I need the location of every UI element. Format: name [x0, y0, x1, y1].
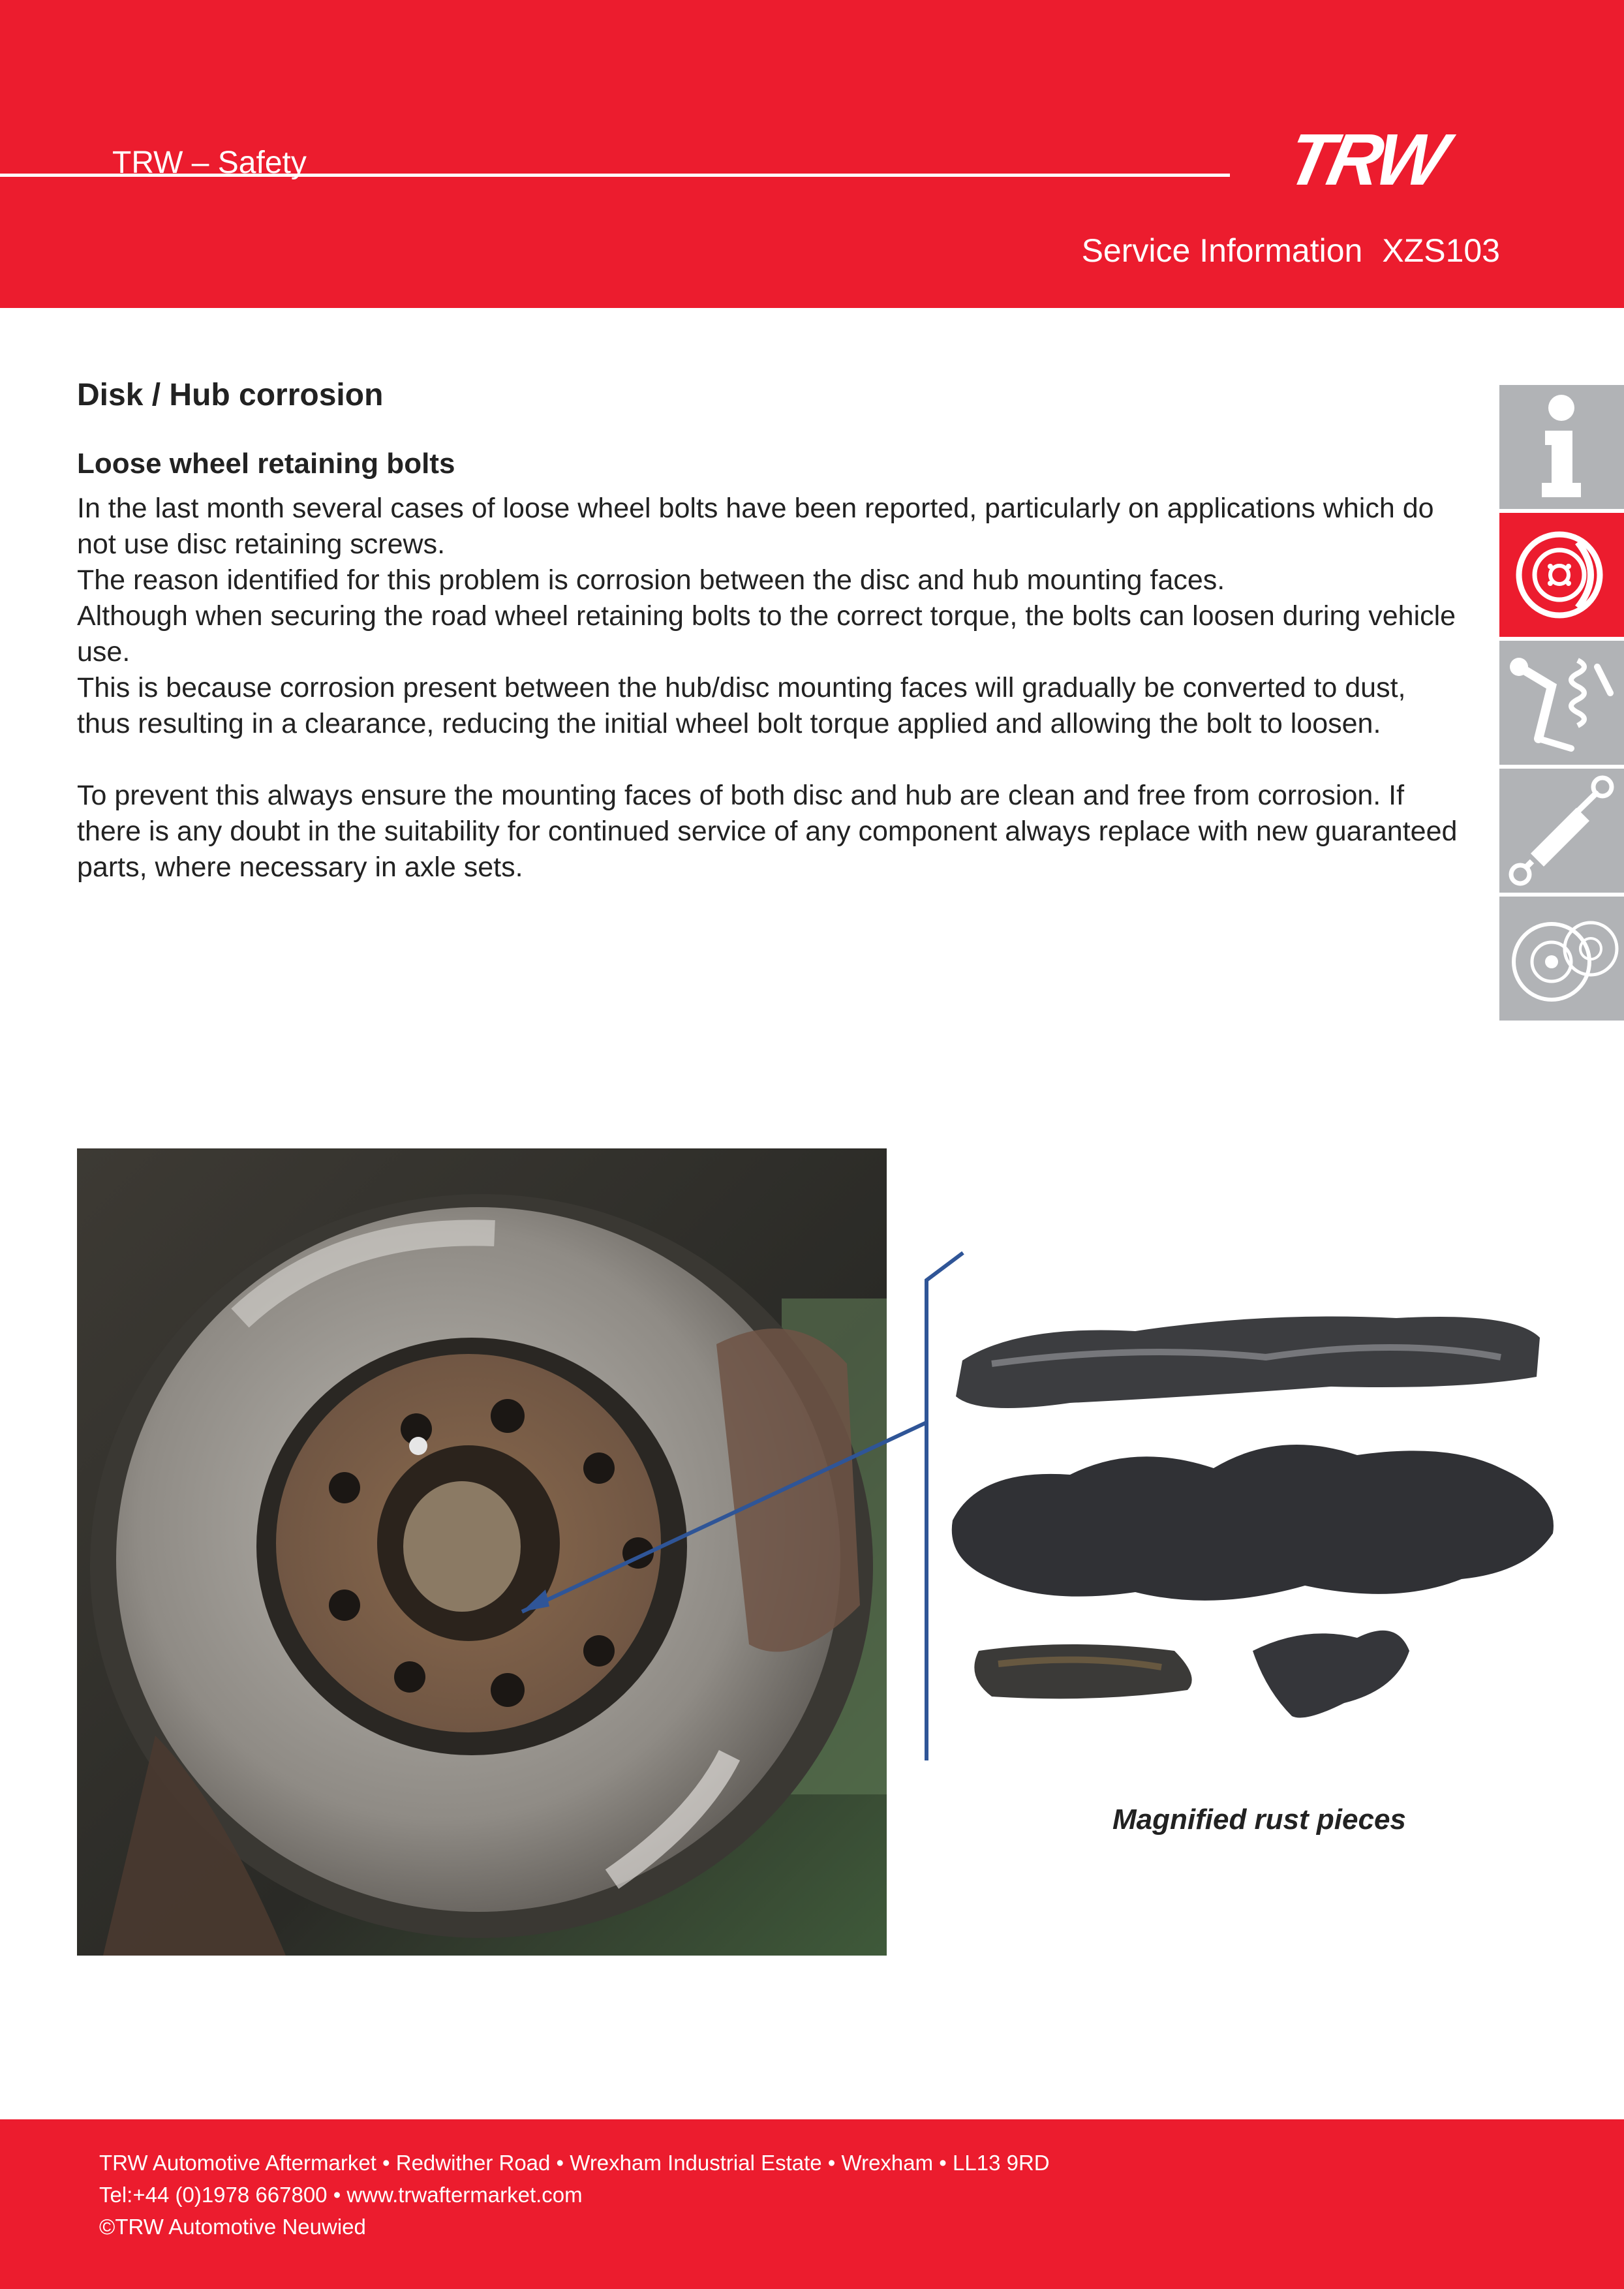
sidebar-tab-info[interactable]	[1499, 385, 1624, 509]
clutch-icon	[1499, 897, 1624, 1021]
sidebar-tab-brakes[interactable]	[1499, 513, 1624, 637]
trw-logo: TRW	[1279, 119, 1451, 200]
sidebar-tab-clutch[interactable]	[1499, 897, 1624, 1021]
brake-disc-photo	[77, 1148, 887, 1956]
sidebar-tab-shocks[interactable]	[1499, 769, 1624, 893]
paragraph: In the last month several cases of loose wheel bolts have been reported, particularly on applications which do not use disc retaining screws.	[77, 493, 1434, 560]
footer-line-copyright: ©TRW Automotive Neuwied	[99, 2215, 366, 2239]
footer-address	[99, 2147, 1050, 2243]
page-header	[0, 0, 1624, 308]
page-title: Disk / Hub corrosion	[77, 378, 384, 412]
footer-line-contact: Tel:+44 (0)1978 667800 • www.trwaftermarket.com	[99, 2183, 583, 2207]
paragraph: The reason identified for this problem is corrosion between the disc and hub mounting faces.	[77, 564, 1225, 596]
figure-caption: Magnified rust pieces	[1112, 1804, 1406, 1836]
page-footer	[0, 2119, 1624, 2289]
brand-tagline: TRW – Safety	[112, 146, 307, 180]
shock-absorber-icon	[1499, 769, 1624, 893]
section-subtitle: Loose wheel retaining bolts	[77, 448, 455, 480]
paragraph: To prevent this always ensure the mounting faces of both disc and hub are clean and free from corrosion. If there is any doubt in the suitability for continued service of any component always replace with new guaranteed parts, where necessary in axle sets.	[77, 780, 1458, 883]
service-information-label	[1062, 232, 1500, 269]
paragraph: This is because corrosion present between the hub/disc mounting faces will gradually be converted to dust, thus resulting in a clearance, reducing the initial wheel bolt torque applied and allowing the bolt to loosen.	[77, 672, 1406, 739]
body-text	[77, 491, 1460, 885]
service-code: XZS103	[1382, 232, 1500, 269]
service-label: Service Information	[1081, 232, 1363, 269]
steering-suspension-icon	[1499, 641, 1624, 765]
footer-line-address: TRW Automotive Aftermarket • Redwither Road • Wrexham Industrial Estate • Wrexham • LL13 9RD	[99, 2151, 1050, 2175]
sidebar-tab-steering[interactable]	[1499, 641, 1624, 765]
info-icon	[1499, 385, 1624, 509]
paragraph: Although when securing the road wheel retaining bolts to the correct torque, the bolts can loosen during vehicle use.	[77, 600, 1456, 668]
brake-disc-icon	[1499, 513, 1624, 637]
rust-pieces-illustration	[940, 1298, 1566, 1762]
